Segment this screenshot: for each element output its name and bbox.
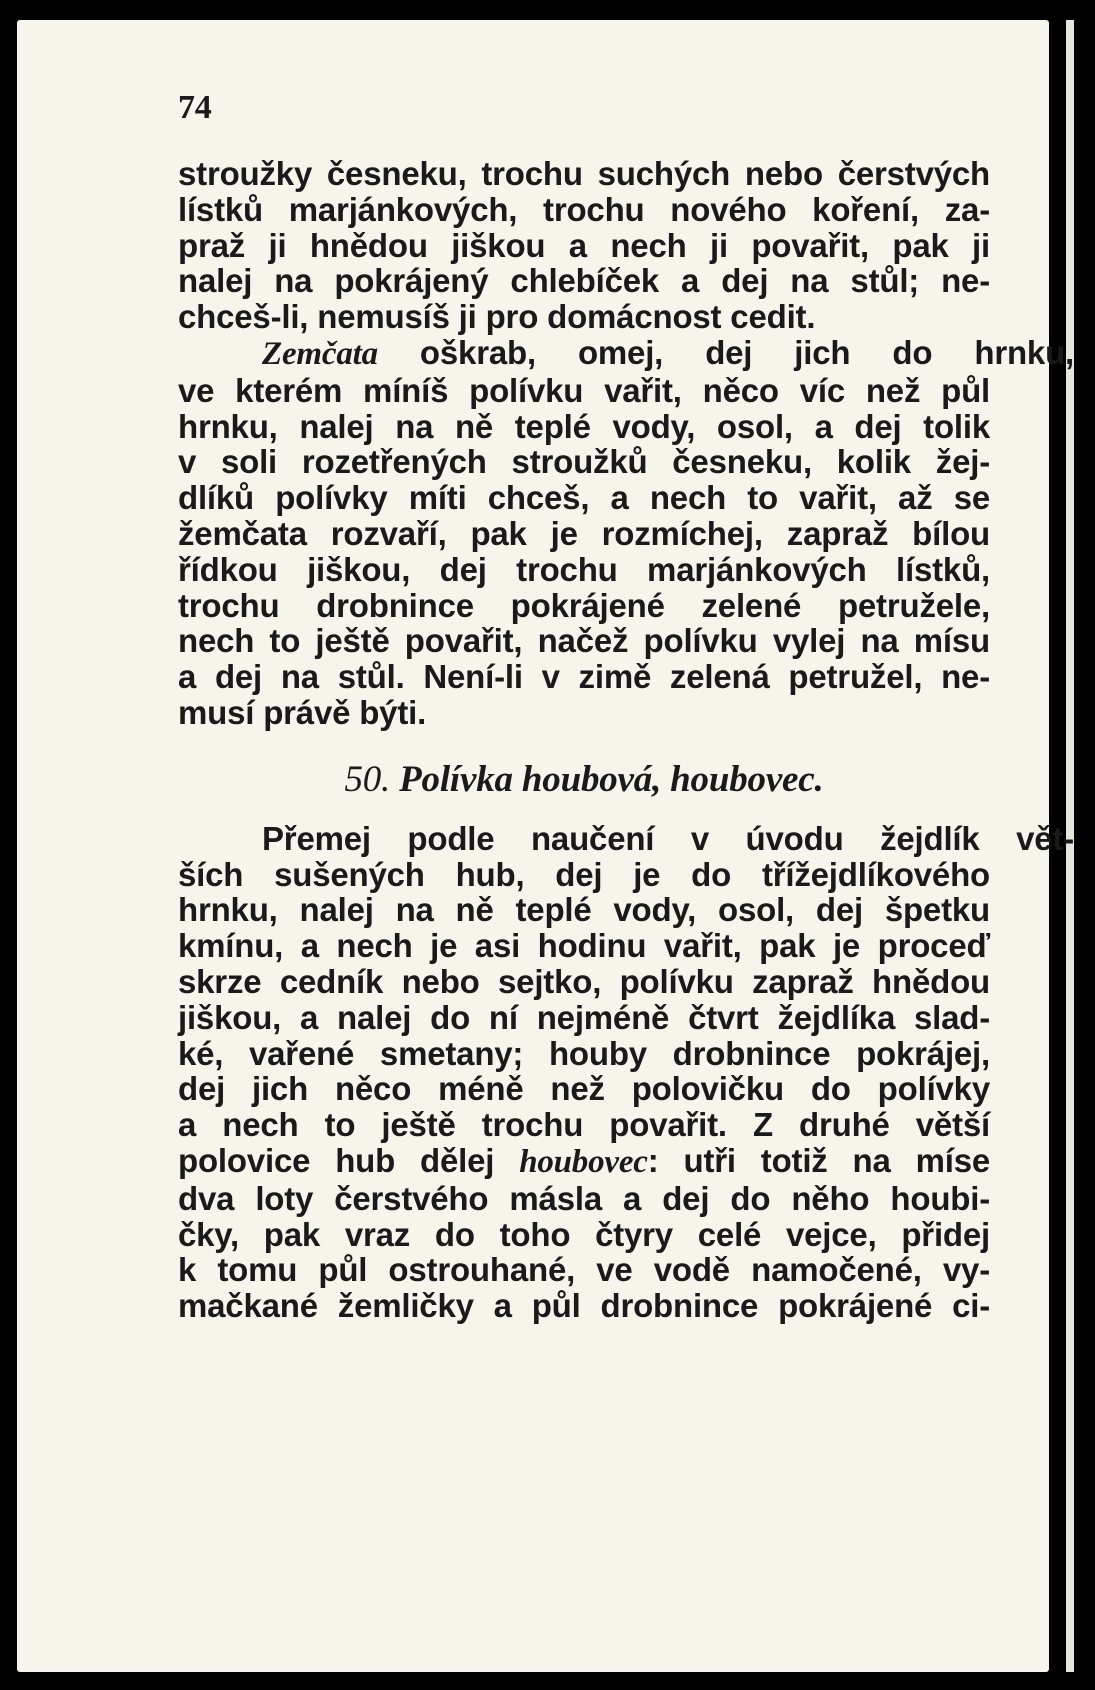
text-line: ké, vařené smetany; houby drobnince pokrájej, <box>178 1034 990 1072</box>
text-line: mačkané žemličky a půl drobnince pokrájené ci- <box>178 1287 990 1325</box>
text-line: dej jich něco méně než polovičku do polívky <box>178 1070 990 1108</box>
text-line: v soli rozetřených stroužků česneku, kolik žej- <box>178 443 990 481</box>
text-line: žemčata rozvaří, pak je rozmíchej, zapraž bílou <box>178 514 990 552</box>
text-line: lístků marjánkových, trochu nového koření, za- <box>178 190 990 228</box>
page-number: 74 <box>178 89 212 126</box>
text-line: skrze cedník nebo sejtko, polívku zapraž hnědou <box>178 962 990 1000</box>
text-line: dlíků polívky míti chceš, a nech to vařit, až se <box>178 479 990 517</box>
text-fragment: polovice hub dělej <box>178 1141 520 1179</box>
term-houbovec: houbovec <box>519 1143 648 1180</box>
text-line: a dej na stůl. Není-li v zimě zelená petružel, ne- <box>178 658 990 696</box>
text-line: nalej na pokrájený chlebíček a dej na stůl; ne- <box>178 262 990 300</box>
text-line: hrnku, nalej na ně teplé vody, osol, dej špetku <box>178 891 990 929</box>
text-line: chceš-li, nemusíš ji pro domácnost cedit. <box>178 298 816 336</box>
text-line: k tomu půl ostrouhané, ve vodě namočené, vy- <box>178 1251 990 1289</box>
text-line: nech to ještě povařit, načež polívku vylej na mísu <box>178 622 990 660</box>
text-line: Přemej podle naučení v úvodu žejdlík vět- <box>262 819 1074 857</box>
paragraph-2 <box>178 333 1074 731</box>
text-line: musí právě býti. <box>178 693 427 731</box>
text-fragment: oškrab, omej, dej jich do hrnku, <box>377 333 1074 371</box>
page-text <box>178 88 1074 1325</box>
text-line: hrnku, nalej na ně teplé vody, osol, a dej tolik <box>178 407 990 445</box>
text-line: trochu drobnince pokrájené zelené petružele, <box>178 586 990 624</box>
text-line: kmínu, a nech je asi hodinu vařit, pak je proceď <box>178 927 990 965</box>
text-fragment: : utři totiž na míse <box>647 1141 991 1179</box>
text-line: a nech to ještě trochu povařit. Z druhé větší <box>178 1106 990 1144</box>
text-line: ve kterém míníš polívku vařit, něco víc než půl <box>178 371 990 409</box>
text-line: čky, pak vraz do toho čtyry celé vejce, přidej <box>178 1215 990 1253</box>
text-line: dva loty čerstvého másla a dej do něho houbi- <box>178 1179 990 1217</box>
text-line <box>178 1143 990 1181</box>
text-line: ších sušených hub, dej je do třížejdlíkového <box>178 855 990 893</box>
term-zemcata: Zemčata <box>262 335 378 372</box>
text-line: jiškou, a nalej do ní nejméně čtvrt žejdlíka slad- <box>178 998 990 1036</box>
paragraph-3 <box>178 819 1074 1325</box>
heading-number: 50. <box>344 758 391 800</box>
text-line: praž ji hnědou jiškou a nech ji povařit, pak ji <box>178 226 990 264</box>
heading-title: Polívka houbová, houbovec. <box>399 758 824 800</box>
paragraph-1 <box>178 156 990 335</box>
text-line: řídkou jiškou, dej trochu marjánkových lístků, <box>178 550 990 588</box>
text-line: stroužky česneku, trochu suchých nebo čerstvých <box>178 155 990 192</box>
section-heading <box>178 739 990 821</box>
text-line <box>178 335 1074 373</box>
